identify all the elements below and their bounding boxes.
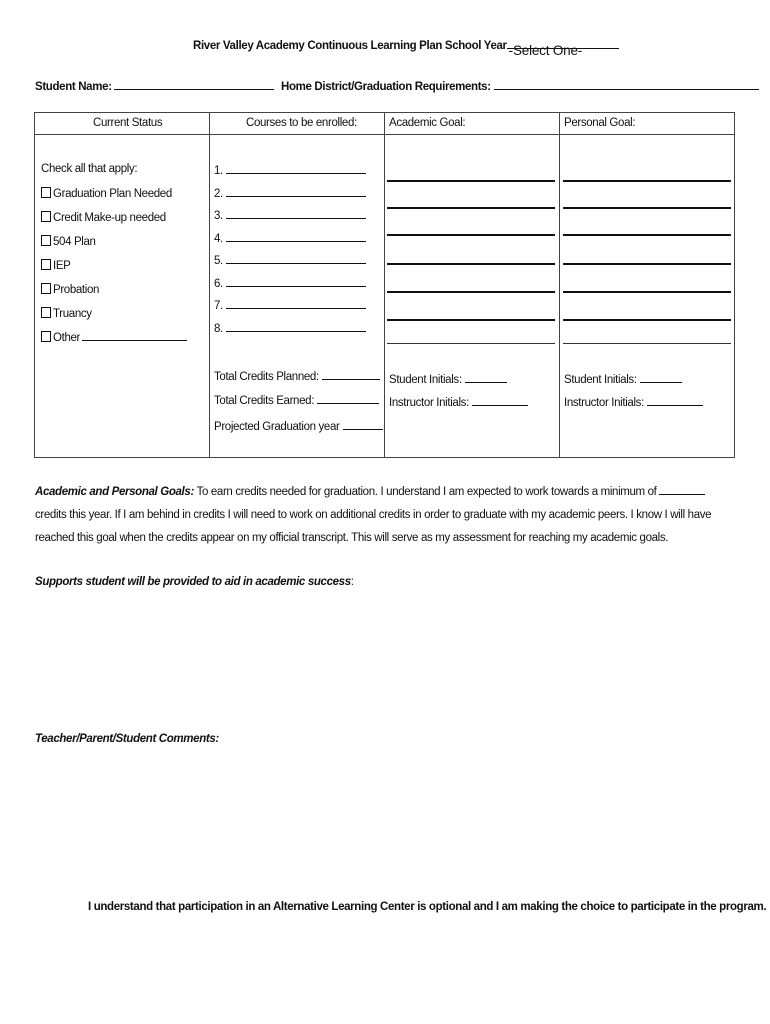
academic-goal-line[interactable] [387,319,555,321]
header-current-status: Current Status [93,117,163,129]
goals-heading: Academic and Personal Goals: [35,486,194,498]
student-name-field[interactable] [114,79,274,90]
academic-goal-line[interactable] [387,263,555,265]
header-courses: Courses to be enrolled: [246,117,357,129]
academic-goal-line[interactable] [387,207,555,209]
personal-goal-line[interactable] [563,180,731,182]
home-district-row [281,79,759,93]
personal-goal-line[interactable] [563,234,731,236]
course-line[interactable]: 1. [214,163,366,177]
academic-goal-line[interactable] [387,180,555,182]
academic-goal-line[interactable] [387,291,555,293]
course-line[interactable]: 8. [214,321,366,335]
course-line[interactable]: 2. [214,186,366,200]
goals-paragraph [35,481,735,550]
projected-graduation-year[interactable]: Projected Graduation year [214,419,383,433]
status-option-graduation-plan[interactable]: Graduation Plan Needed [41,187,172,200]
checkbox[interactable] [41,259,51,270]
personal-goal-line[interactable] [563,291,731,293]
school-year-select-value: -Select One- [508,43,583,58]
school-year-select[interactable] [507,43,619,58]
status-option-iep[interactable]: IEP [41,259,71,272]
supports-section [35,576,354,588]
personal-goal-line[interactable] [563,319,731,321]
home-district-label: Home District/Graduation Requirements: [281,81,491,93]
academic-goal-line[interactable] [387,234,555,236]
checkbox[interactable] [41,283,51,294]
student-name-row [35,79,274,93]
academic-student-initials[interactable]: Student Initials: [389,372,507,386]
total-credits-earned[interactable]: Total Credits Earned: [214,393,379,407]
column-divider [384,113,385,457]
status-option-probation[interactable]: Probation [41,283,99,296]
comments-heading: Teacher/Parent/Student Comments: [35,733,219,745]
status-option-504-plan[interactable]: 504 Plan [41,235,96,248]
column-divider [209,113,210,457]
checkbox[interactable] [41,307,51,318]
personal-goal-line[interactable] [563,207,731,209]
minimum-credits-field[interactable] [659,484,705,495]
course-line[interactable]: 6. [214,276,366,290]
total-credits-planned[interactable]: Total Credits Planned: [214,369,380,383]
other-field[interactable] [82,330,187,341]
goals-text-2: credits this year. If I am behind in credits I will need to work on additional credits in order to graduate with my academic peers. I know I will have reached this goal when the credits appear on my official transcript. This will serve as my assessment for reaching my academic goals. [35,509,712,544]
checkbox[interactable] [41,211,51,222]
home-district-field[interactable] [494,79,759,90]
form-title-text: River Valley Academy Continuous Learning Plan School Year [193,40,507,52]
personal-goal-line[interactable] [563,343,731,344]
course-line[interactable]: 5. [214,253,366,267]
status-option-credit-makeup[interactable]: Credit Make-up needed [41,211,166,224]
academic-instructor-initials[interactable]: Instructor Initials: [389,395,528,409]
supports-heading: Supports student will be provided to aid in academic success [35,576,351,588]
course-line[interactable]: 4. [214,231,366,245]
checkbox[interactable] [41,235,51,246]
goals-text-1: To earn credits needed for graduation. I understand I am expected to work towards a minimum of [193,486,660,498]
supports-colon: : [350,576,354,588]
checkbox[interactable] [41,331,51,342]
course-line[interactable]: 7. [214,298,366,312]
form-title [193,40,619,58]
header-divider [35,134,734,135]
personal-instructor-initials[interactable]: Instructor Initials: [564,395,703,409]
status-intro: Check all that apply: [41,163,138,175]
student-name-label: Student Name: [35,81,112,93]
course-line[interactable]: 3. [214,208,366,222]
personal-goal-line[interactable] [563,263,731,265]
header-academic-goal: Academic Goal: [389,117,466,129]
column-divider [559,113,560,457]
learning-plan-table [34,112,735,458]
status-option-other[interactable]: Other [41,330,187,344]
status-option-truancy[interactable]: Truancy [41,307,92,320]
header-personal-goal: Personal Goal: [564,117,636,129]
checkbox[interactable] [41,187,51,198]
academic-goal-line[interactable] [387,343,555,344]
acknowledgement-statement: I understand that participation in an Alternative Learning Center is optional and I am making the choice to participate in the program. [88,901,767,913]
personal-student-initials[interactable]: Student Initials: [564,372,682,386]
